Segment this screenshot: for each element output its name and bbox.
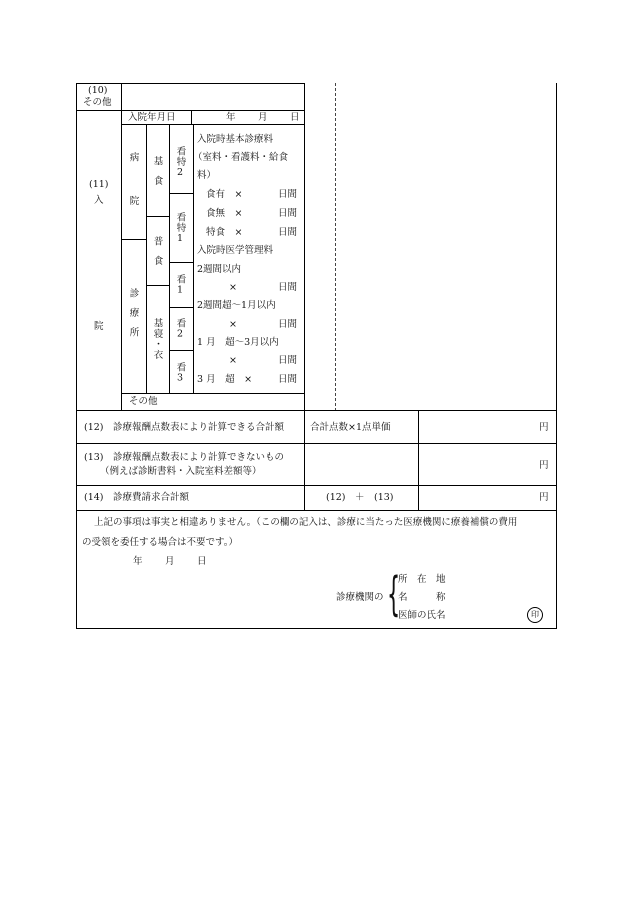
kantoku2-label: 看特2 (174, 146, 186, 179)
line-row14-bottom (76, 510, 557, 511)
line-meal-split1 (146, 216, 169, 217)
row13-yen: 円 (539, 460, 549, 471)
fee-sub1: （室料・看護料・給食 (193, 152, 289, 163)
cert-name: 名 称 (398, 592, 446, 603)
rows-col-divider1 (304, 410, 305, 510)
border-left (76, 83, 77, 629)
cert-line2: の受領を委任する場合は不要です。） (82, 537, 238, 548)
row14-formula: (12) ＋ (13) (326, 492, 394, 503)
admission-date-label: 入院年月日 (128, 112, 176, 123)
sec11-label2: 院 (94, 321, 104, 332)
cert-doctor: 医師の氏名 (398, 610, 446, 621)
last-period-unit: 日間 (278, 374, 298, 385)
row13-label: (13) 診療報酬点数表により計算できないもの (84, 452, 285, 463)
fee-sub2: 料） (197, 170, 217, 181)
row14-yen: 円 (539, 492, 549, 503)
row14-label: (14) 診療費請求合計額 (84, 492, 190, 503)
brace-icon: { (387, 567, 401, 621)
meal-0-label: 食有 × (206, 189, 243, 200)
period-2-label: 1 月 超～3月以内 (197, 337, 279, 348)
fee-title: 入院時基本診療料 (197, 134, 274, 145)
kishin-label: 基寝・衣 (151, 318, 163, 360)
cert-line1: 上記の事項は事実と相違ありません。（この欄の記入は、診療に当たった医療機関に療養補償の費用 (94, 517, 518, 528)
cert-address: 所 在 地 (398, 574, 446, 585)
cert-inst-label: 診療機関の (336, 592, 384, 603)
futsushoku-label: 普食 (151, 236, 163, 275)
kan1-label: 看1 (174, 274, 186, 297)
period-1-mult: × (229, 319, 237, 330)
date-month: 月 (258, 112, 268, 123)
mgmt-title: 入院時医学管理料 (197, 245, 274, 256)
byoin-label: 病院 (127, 152, 139, 239)
meal-2-unit: 日間 (278, 227, 298, 238)
meal-0-unit: 日間 (278, 189, 298, 200)
line-row14-top (76, 485, 557, 486)
sec11-label1: 入 (94, 195, 104, 206)
meal-1-label: 食無 × (206, 208, 243, 219)
meal-2-label: 特食 × (206, 227, 243, 238)
col-meal (169, 124, 170, 394)
line-meal-split2 (146, 285, 169, 286)
period-1-unit: 日間 (278, 319, 298, 330)
period-0-label: 2週間以内 (197, 264, 242, 275)
sec10-num: (10) (88, 85, 108, 96)
line-nurse-split1 (169, 193, 193, 194)
period-2-unit: 日間 (278, 355, 298, 366)
last-period: 3 月 超 × (197, 374, 253, 385)
line-nurse-split2 (169, 262, 193, 263)
line-above-other (121, 393, 305, 394)
col-byoin (146, 124, 147, 394)
shinryojo-label: 診療所 (127, 288, 139, 347)
period-2-mult: × (229, 355, 237, 366)
kantoku1-label: 看特1 (174, 212, 186, 245)
cert-year: 年 (133, 556, 143, 567)
line-row12-top (76, 410, 557, 411)
border-right (556, 83, 557, 629)
date-day: 日 (290, 112, 300, 123)
line-top (76, 83, 305, 84)
kan2-label: 看2 (174, 318, 186, 341)
rows-col-divider2 (418, 410, 419, 510)
date-col-divider (191, 110, 192, 125)
period-1-label: 2週間超～1月以内 (197, 300, 276, 311)
period-0-unit: 日間 (278, 282, 298, 293)
meal-1-unit: 日間 (278, 208, 298, 219)
dashed-divider (335, 83, 336, 411)
line-row13-top (76, 443, 557, 444)
cert-month: 月 (165, 556, 175, 567)
kan3-label: 看3 (174, 362, 186, 385)
period-0-mult: × (229, 282, 237, 293)
line-below-date (121, 124, 305, 125)
row12-formula: 合計点数×1点単価 (310, 422, 391, 433)
line-byoin-split (121, 239, 146, 240)
sec11-num: (11) (89, 179, 109, 190)
cert-day: 日 (197, 556, 207, 567)
subtable-right-border (304, 83, 305, 411)
line-nurse-split4 (169, 350, 193, 351)
line-nurse-split3 (169, 307, 193, 308)
sec10-label: その他 (83, 97, 112, 108)
row13-sub: （例えば診断書料・入院室料差額等） (100, 466, 262, 477)
row12-label: (12) 診療報酬点数表により計算できる合計額 (84, 422, 285, 433)
line-bottom (76, 628, 557, 629)
date-year: 年 (226, 112, 236, 123)
seal-icon: 印 (527, 607, 543, 623)
label-col-divider (121, 83, 122, 411)
row12-yen: 円 (539, 422, 549, 433)
other-label: その他 (129, 396, 158, 407)
kishoku-label: 基食 (151, 156, 163, 195)
col-nurse (193, 124, 194, 394)
